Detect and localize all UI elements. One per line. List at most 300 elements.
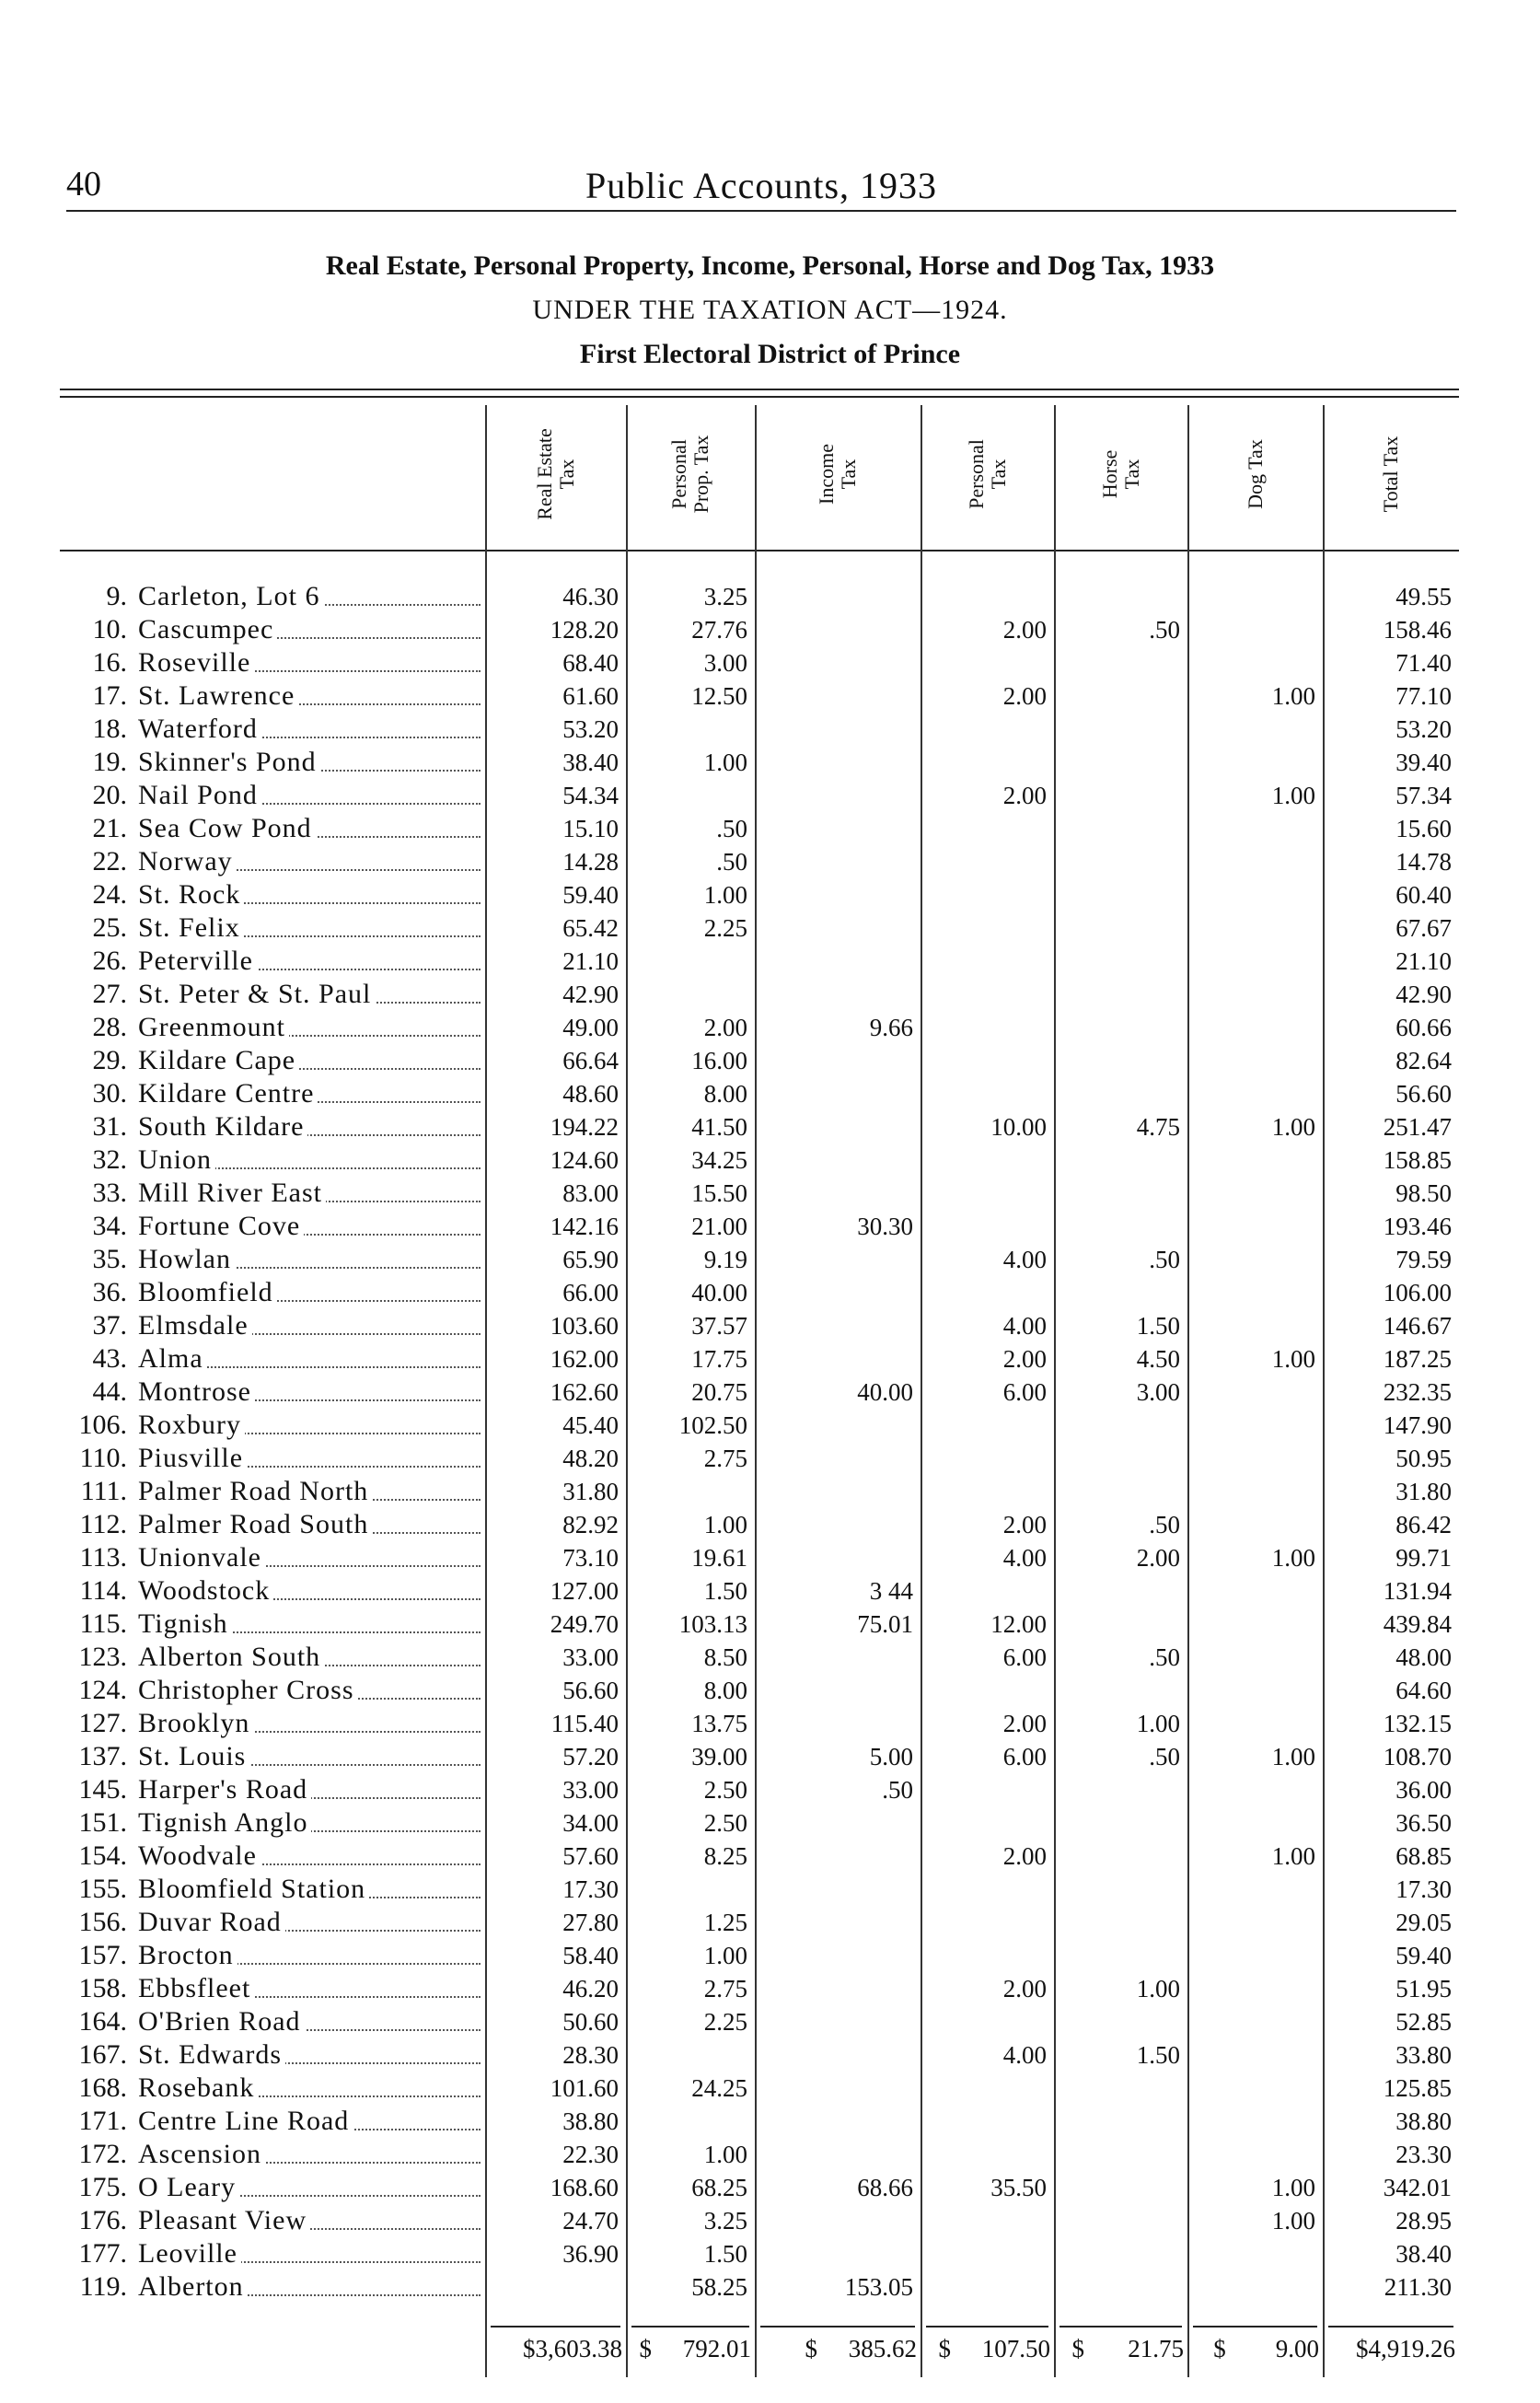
page-header	[66, 164, 1456, 204]
row-number: 28.	[92, 1012, 127, 1042]
horse-tax-value: 3.00	[1136, 1378, 1180, 1406]
total-total-tax: $4,919.26	[1356, 2335, 1455, 2362]
page-number: 40	[66, 165, 101, 203]
column-header-rule	[60, 550, 1459, 551]
district-name: Christopher Cross	[138, 1675, 358, 1705]
real-estate-tax-value: 22.30	[562, 2141, 619, 2168]
row-number: 164.	[78, 2006, 127, 2037]
total-tax-value: 56.60	[1395, 1080, 1452, 1108]
total-tax-value: 42.90	[1395, 981, 1452, 1008]
dog-tax-value: 1.00	[1271, 1842, 1315, 1870]
table-row	[0, 978, 1540, 1011]
district-name-cell	[138, 1044, 479, 1077]
real-estate-tax-value: 82.92	[562, 1511, 619, 1538]
real-estate-tax-value: 15.10	[562, 815, 619, 842]
personal-tax-value: 2.00	[1002, 1345, 1047, 1373]
income-tax-value: 68.66	[857, 2174, 913, 2201]
income-tax-value: 3 44	[869, 1577, 913, 1605]
personal-prop-tax-value: 1.00	[703, 2141, 747, 2168]
row-number: 22.	[92, 846, 127, 876]
total-tax-value: 67.67	[1395, 914, 1452, 942]
district-name-cell	[138, 2204, 479, 2237]
row-number: 114.	[79, 1575, 127, 1606]
total-horse-tax: $ 21.75	[1071, 2335, 1184, 2362]
totals-rule	[760, 2326, 915, 2328]
row-number: 127.	[78, 1708, 127, 1738]
personal-prop-tax-value: 2.75	[703, 1445, 747, 1472]
dog-tax-value: 1.00	[1271, 1345, 1315, 1373]
real-estate-tax-value: 49.00	[562, 1014, 619, 1041]
real-estate-tax-value: 66.64	[562, 1047, 619, 1074]
personal-prop-tax-value: 8.00	[703, 1080, 747, 1108]
table-row	[0, 1840, 1540, 1873]
total-tax-value: 31.80	[1395, 1478, 1452, 1505]
personal-tax-value: 6.00	[1002, 1643, 1047, 1671]
row-number: 154.	[78, 1840, 127, 1871]
real-estate-tax-value: 65.42	[562, 914, 619, 942]
real-estate-tax-value: 73.10	[562, 1544, 619, 1572]
dog-tax-value: 1.00	[1271, 1544, 1315, 1572]
row-number: 172.	[78, 2139, 127, 2169]
total-tax-value: 57.34	[1395, 782, 1452, 809]
district-name-cell	[138, 1210, 479, 1243]
personal-tax-value: 2.00	[1002, 682, 1047, 710]
row-number: 16.	[92, 647, 127, 678]
table-heading-line-2: UNDER THE TAXATION ACT—1924.	[532, 295, 1008, 325]
district-name-cell	[138, 613, 479, 646]
table-row	[0, 2270, 1540, 2304]
district-name: Rosebank	[138, 2072, 258, 2103]
total-tax-value: 29.05	[1395, 1909, 1452, 1936]
district-name-cell	[138, 2005, 479, 2038]
total-tax-value: 158.85	[1383, 1146, 1452, 1174]
total-tax-value: 439.84	[1383, 1610, 1452, 1638]
row-number: 167.	[78, 2039, 127, 2070]
horse-tax-value: .50	[1149, 1643, 1180, 1671]
district-name-cell	[138, 580, 479, 613]
district-name-cell	[138, 1376, 479, 1409]
income-tax-value: 30.30	[857, 1213, 913, 1240]
district-name-cell	[138, 1541, 479, 1574]
table-row	[0, 779, 1540, 812]
totals-rule	[491, 2326, 620, 2328]
income-tax-value: 9.66	[869, 1014, 913, 1041]
horse-tax-value: 1.00	[1136, 1975, 1180, 2002]
table-row	[0, 1972, 1540, 2005]
table-row	[0, 1906, 1540, 1939]
row-number: 123.	[78, 1642, 127, 1672]
personal-prop-tax-value: 2.50	[703, 1809, 747, 1837]
table-row	[0, 1939, 1540, 1972]
district-name-cell	[138, 646, 479, 679]
horse-tax-value: 1.50	[1136, 2041, 1180, 2069]
personal-prop-tax-value: 103.13	[678, 1610, 747, 1638]
table-row	[0, 2105, 1540, 2138]
personal-prop-tax-value: 39.00	[691, 1743, 747, 1770]
table-row	[0, 2237, 1540, 2270]
district-name-cell	[138, 713, 479, 746]
horse-tax-value: 4.50	[1136, 1345, 1180, 1373]
row-number: 21.	[92, 813, 127, 843]
personal-tax-value: 6.00	[1002, 1743, 1047, 1770]
total-tax-value: 36.50	[1395, 1809, 1452, 1837]
district-name: Elmsdale	[138, 1310, 252, 1341]
personal-prop-tax-value: 37.57	[691, 1312, 747, 1340]
total-tax-value: 106.00	[1383, 1279, 1452, 1306]
personal-prop-tax-value: 68.25	[691, 2174, 747, 2201]
district-name: Leoville	[138, 2238, 241, 2269]
district-name-cell	[138, 1806, 479, 1840]
district-name: Kildare Cape	[138, 1045, 299, 1075]
personal-tax-value: 6.00	[1002, 1378, 1047, 1406]
total-tax-value: 28.95	[1395, 2207, 1452, 2235]
totals-row	[0, 2335, 1540, 2372]
district-name: Ascension	[138, 2139, 265, 2169]
district-name: St. Rock	[138, 879, 244, 910]
district-name-cell	[138, 2038, 479, 2072]
district-name: Palmer Road North	[138, 1476, 372, 1506]
real-estate-tax-value: 34.00	[562, 1809, 619, 1837]
income-tax-value: 75.01	[857, 1610, 913, 1638]
district-name: Roxbury	[138, 1410, 245, 1440]
personal-tax-value: 4.00	[1002, 2041, 1047, 2069]
district-name-cell	[138, 2237, 479, 2270]
personal-prop-tax-value: .50	[716, 848, 747, 876]
district-name: Norway	[138, 846, 237, 876]
district-name: Waterford	[138, 714, 261, 744]
total-tax-value: 132.15	[1383, 1710, 1452, 1737]
district-name-cell	[138, 2105, 479, 2138]
district-name-cell	[138, 1143, 479, 1177]
district-name-cell	[138, 2171, 479, 2204]
district-name: Union	[138, 1144, 215, 1175]
table-top-rule-second	[60, 396, 1459, 398]
personal-prop-tax-value: 12.50	[691, 682, 747, 710]
total-real-estate-tax: $3,603.38	[523, 2335, 622, 2362]
district-name-cell	[138, 679, 479, 713]
district-name-cell	[138, 812, 479, 845]
row-number: 115.	[79, 1608, 127, 1639]
real-estate-tax-value: 45.40	[562, 1411, 619, 1439]
row-number: 35.	[92, 1244, 127, 1274]
district-name: Pleasant View	[138, 2205, 310, 2235]
district-name: St. Edwards	[138, 2039, 285, 2070]
table-row	[0, 945, 1540, 978]
horse-tax-value: .50	[1149, 1743, 1180, 1770]
table-row	[0, 1574, 1540, 1608]
row-number: 20.	[92, 780, 127, 810]
table-row	[0, 1773, 1540, 1806]
row-number: 19.	[92, 747, 127, 777]
table-row	[0, 1309, 1540, 1342]
column-header-personal-prop-tax	[626, 405, 755, 543]
district-name-cell	[138, 1740, 479, 1773]
column-header-personal-tax	[921, 405, 1054, 543]
row-number: 37.	[92, 1310, 127, 1341]
district-name: Roseville	[138, 647, 254, 678]
real-estate-tax-value: 53.20	[562, 715, 619, 743]
district-name-cell	[138, 1972, 479, 2005]
personal-prop-tax-value: 3.25	[703, 583, 747, 610]
personal-prop-tax-value: 2.25	[703, 914, 747, 942]
row-number: 30.	[92, 1078, 127, 1109]
real-estate-tax-value: 103.60	[550, 1312, 619, 1340]
income-tax-value: 153.05	[844, 2273, 913, 2301]
real-estate-tax-value: 46.20	[562, 1975, 619, 2002]
personal-prop-tax-value: 3.25	[703, 2207, 747, 2235]
real-estate-tax-value: 127.00	[550, 1577, 619, 1605]
personal-prop-tax-value: 19.61	[691, 1544, 747, 1572]
column-header-label: Personal Tax	[964, 439, 1010, 509]
row-number: 176.	[78, 2205, 127, 2235]
table-row	[0, 1342, 1540, 1376]
table-row	[0, 1276, 1540, 1309]
dog-tax-value: 1.00	[1271, 1113, 1315, 1141]
row-number: 27.	[92, 979, 127, 1009]
column-header-horse-tax	[1054, 405, 1187, 543]
table-row	[0, 679, 1540, 713]
total-tax-value: 48.00	[1395, 1643, 1452, 1671]
table-row	[0, 1376, 1540, 1409]
district-name: O'Brien Road	[138, 2006, 305, 2037]
row-number: 43.	[92, 1343, 127, 1374]
income-tax-value: 5.00	[869, 1743, 913, 1770]
real-estate-tax-value: 46.30	[562, 583, 619, 610]
real-estate-tax-value: 162.00	[550, 1345, 619, 1373]
personal-tax-value: 4.00	[1002, 1544, 1047, 1572]
personal-prop-tax-value: 1.00	[703, 749, 747, 776]
district-name-cell	[138, 1276, 479, 1309]
district-name: Fortune Cove	[138, 1211, 304, 1241]
table-row	[0, 1806, 1540, 1840]
column-header-real-estate-tax	[485, 405, 626, 543]
real-estate-tax-value: 33.00	[562, 1776, 619, 1804]
real-estate-tax-value: 58.40	[562, 1942, 619, 1969]
row-number: 26.	[92, 946, 127, 976]
real-estate-tax-value: 68.40	[562, 649, 619, 677]
personal-tax-value: 35.50	[990, 2174, 1047, 2201]
total-tax-value: 147.90	[1383, 1411, 1452, 1439]
real-estate-tax-value: 66.00	[562, 1279, 619, 1306]
district-name: St. Felix	[138, 912, 244, 943]
personal-tax-value: 2.00	[1002, 1710, 1047, 1737]
district-name: Carleton, Lot 6	[138, 581, 323, 611]
total-tax-value: 49.55	[1395, 583, 1452, 610]
table-row	[0, 1674, 1540, 1707]
district-name-cell	[138, 746, 479, 779]
table-row	[0, 1110, 1540, 1143]
real-estate-tax-value: 54.34	[562, 782, 619, 809]
personal-prop-tax-value: 58.25	[691, 2273, 747, 2301]
table-row	[0, 2038, 1540, 2072]
real-estate-tax-value: 48.20	[562, 1445, 619, 1472]
district-name: Brooklyn	[138, 1708, 253, 1738]
district-name: Piusville	[138, 1443, 247, 1473]
district-name: Sea Cow Pond	[138, 813, 316, 843]
total-tax-value: 251.47	[1383, 1113, 1452, 1141]
personal-prop-tax-value: 2.50	[703, 1776, 747, 1804]
real-estate-tax-value: 28.30	[562, 2041, 619, 2069]
table-row	[0, 1641, 1540, 1674]
district-name: Bloomfield Station	[138, 1874, 369, 1904]
personal-prop-tax-value: 8.25	[703, 1842, 747, 1870]
district-name: Alberton	[138, 2271, 248, 2302]
table-row	[0, 713, 1540, 746]
total-tax-value: 98.50	[1395, 1179, 1452, 1207]
real-estate-tax-value: 57.20	[562, 1743, 619, 1770]
personal-prop-tax-value: 40.00	[691, 1279, 747, 1306]
real-estate-tax-value: 48.60	[562, 1080, 619, 1108]
total-tax-value: 131.94	[1383, 1577, 1452, 1605]
column-header-label: Dog Tax	[1243, 439, 1267, 509]
income-tax-value: 40.00	[857, 1378, 913, 1406]
row-number: 44.	[92, 1376, 127, 1407]
horse-tax-value: 2.00	[1136, 1544, 1180, 1572]
totals-rule	[631, 2326, 749, 2328]
row-number: 145.	[78, 1774, 127, 1805]
real-estate-tax-value: 24.70	[562, 2207, 619, 2235]
real-estate-tax-value: 38.80	[562, 2107, 619, 2135]
personal-prop-tax-value: 1.50	[703, 1577, 747, 1605]
row-number: 156.	[78, 1907, 127, 1937]
district-name-cell	[138, 1342, 479, 1376]
personal-tax-value: 2.00	[1002, 1842, 1047, 1870]
row-number: 119.	[79, 2271, 127, 2302]
total-tax-value: 14.78	[1395, 848, 1452, 876]
row-number: 157.	[78, 1940, 127, 1970]
personal-prop-tax-value: 24.25	[691, 2074, 747, 2102]
table-row	[0, 1210, 1540, 1243]
district-name: Cascumpec	[138, 614, 277, 644]
district-name-cell	[138, 1110, 479, 1143]
district-name: St. Louis	[138, 1741, 249, 1771]
table-row	[0, 2072, 1540, 2105]
total-dog-tax: $ 9.00	[1213, 2335, 1319, 2362]
table-row	[0, 1177, 1540, 1210]
table-row	[0, 1442, 1540, 1475]
income-tax-value: .50	[882, 1776, 913, 1804]
district-name: Duvar Road	[138, 1907, 285, 1937]
district-name: Peterville	[138, 946, 257, 976]
personal-prop-tax-value: 8.00	[703, 1677, 747, 1704]
personal-prop-tax-value: 1.00	[703, 1942, 747, 1969]
table-row	[0, 1243, 1540, 1276]
table-row	[0, 1011, 1540, 1044]
personal-tax-value: 10.00	[990, 1113, 1047, 1141]
real-estate-tax-value: 33.00	[562, 1643, 619, 1671]
total-tax-value: 86.42	[1395, 1511, 1452, 1538]
real-estate-tax-value: 36.90	[562, 2240, 619, 2268]
total-tax-value: 77.10	[1395, 682, 1452, 710]
district-name-cell	[138, 1442, 479, 1475]
district-name-cell	[138, 1906, 479, 1939]
personal-prop-tax-value: 1.25	[703, 1909, 747, 1936]
district-name-cell	[138, 878, 479, 911]
totals-rule	[1193, 2326, 1317, 2328]
personal-prop-tax-value: 102.50	[678, 1411, 747, 1439]
real-estate-tax-value: 31.80	[562, 1478, 619, 1505]
table-row	[0, 1873, 1540, 1906]
table-row	[0, 2204, 1540, 2237]
table-row	[0, 1608, 1540, 1641]
district-name-cell	[138, 978, 479, 1011]
real-estate-tax-value: 50.60	[562, 2008, 619, 2036]
district-name-cell	[138, 1574, 479, 1608]
table-row	[0, 1044, 1540, 1077]
page-title: Public Accounts, 1933	[585, 165, 938, 206]
personal-prop-tax-value: .50	[716, 815, 747, 842]
real-estate-tax-value: 168.60	[550, 2174, 619, 2201]
row-number: 10.	[92, 614, 127, 644]
personal-tax-value: 2.00	[1002, 782, 1047, 809]
district-name-cell	[138, 1608, 479, 1641]
table-row	[0, 2005, 1540, 2038]
row-number: 112.	[79, 1509, 127, 1539]
total-tax-value: 64.60	[1395, 1677, 1452, 1704]
column-header-label: Real Estate Tax	[532, 428, 578, 520]
personal-tax-value: 2.00	[1002, 616, 1047, 644]
personal-tax-value: 2.00	[1002, 1511, 1047, 1538]
horse-tax-value: .50	[1149, 1246, 1180, 1273]
real-estate-tax-value: 17.30	[562, 1875, 619, 1903]
row-number: 177.	[78, 2238, 127, 2269]
total-tax-value: 125.85	[1383, 2074, 1452, 2102]
real-estate-tax-value: 249.70	[550, 1610, 619, 1638]
total-tax-value: 21.10	[1395, 947, 1452, 975]
table-row	[0, 2171, 1540, 2204]
total-income-tax: $ 385.62	[805, 2335, 917, 2362]
personal-prop-tax-value: 9.19	[703, 1246, 747, 1273]
district-name: Bloomfield	[138, 1277, 277, 1307]
real-estate-tax-value: 57.60	[562, 1842, 619, 1870]
table-row	[0, 613, 1540, 646]
district-name: O Leary	[138, 2172, 239, 2202]
table-row	[0, 812, 1540, 845]
horse-tax-value: .50	[1149, 1511, 1180, 1538]
personal-prop-tax-value: 1.00	[703, 881, 747, 909]
table-row	[0, 580, 1540, 613]
district-name: Tignish	[138, 1608, 232, 1639]
district-name-cell	[138, 1243, 479, 1276]
district-name-cell	[138, 1409, 479, 1442]
district-name: Howlan	[138, 1244, 235, 1274]
total-tax-value: 99.71	[1395, 1544, 1452, 1572]
personal-prop-tax-value: 17.75	[691, 1345, 747, 1373]
total-tax-value: 38.40	[1395, 2240, 1452, 2268]
district-name: South Kildare	[138, 1111, 307, 1142]
table-row	[0, 1541, 1540, 1574]
personal-prop-tax-value: 15.50	[691, 1179, 747, 1207]
row-number: 9.	[106, 581, 127, 611]
total-tax-value: 60.66	[1395, 1014, 1452, 1041]
real-estate-tax-value: 83.00	[562, 1179, 619, 1207]
district-name-cell	[138, 945, 479, 978]
personal-prop-tax-value: 8.50	[703, 1643, 747, 1671]
total-tax-value: 53.20	[1395, 715, 1452, 743]
column-header-label: Total Tax	[1379, 435, 1402, 513]
district-name-cell	[138, 1309, 479, 1342]
district-name: St. Lawrence	[138, 680, 298, 711]
district-name: Woodvale	[138, 1840, 261, 1871]
total-personal-prop-tax: $ 792.01	[639, 2335, 751, 2362]
personal-tax-value: 4.00	[1002, 1312, 1047, 1340]
real-estate-tax-value: 14.28	[562, 848, 619, 876]
district-name: Palmer Road South	[138, 1509, 372, 1539]
real-estate-tax-value: 142.16	[550, 1213, 619, 1240]
table-row	[0, 1508, 1540, 1541]
total-tax-value: 71.40	[1395, 649, 1452, 677]
district-name-cell	[138, 2138, 479, 2171]
